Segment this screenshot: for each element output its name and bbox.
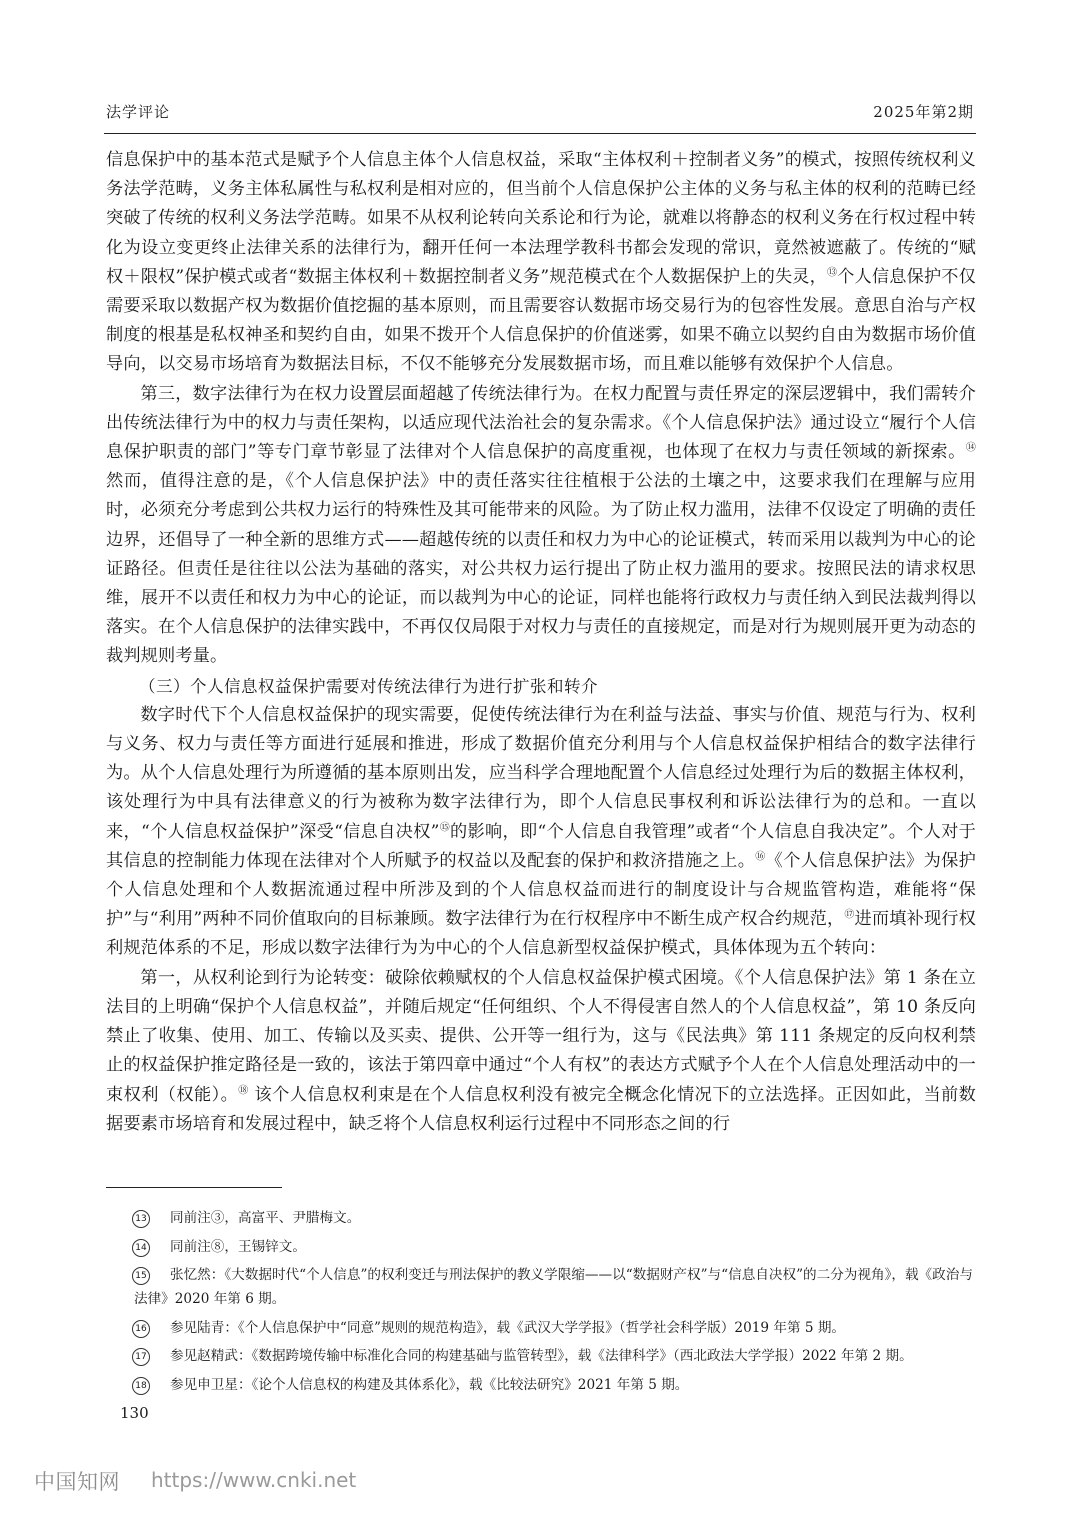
footnote-item: 13 同前注③，高富平、尹腊梅文。 [106,1206,976,1230]
issue-label: 2025年第2期 [873,103,974,121]
cnki-watermark-url: https://www.cnki.net [151,1468,357,1492]
footnote-ref-18[interactable]: ⑱ [238,1084,249,1096]
paragraph-4: 第一，从权利论到行为论转变：破除依赖赋权的个人信息权益保护模式困境。《个人信息保护法》第 1 条在立法目的上明确“保护个人信息权益”，并随后规定“任何组织、个人不得侵害自然人的个人信息权益”，第 10 条反向禁止了收集、使用、加工、传输以及买卖、提供、公开等一组行为，这与《民法典》第 111 条规定的反向权利禁止的权益保护推定路径是一致的，该法于第四章中通过“个人有权”的表达方式赋予个人在个人信息处理活动中的一束权利（权能）。⑱ 该个人信息权利束是在个人信息权利没有被完全概念化情况下的立法选择。正因如此，当前数据要素市场培育和发展过程中，缺乏将个人信息权利运行过程中不同形态之间的行 [106,967,976,1134]
footnote-item: 16 参见陆青：《个人信息保护中“同意”规则的规范构造》，载《武汉大学学报》（哲学社会科学版）2019 年第 5 期。 [106,1316,976,1340]
footnote-item: 15 张忆然：《大数据时代“个人信息”的权利变迁与刑法保护的教义学限缩——以“数据财产权”与“信息自决权”的二分为视角》，载《政治与法律》2020 年第 6 期。 [134,1267,973,1307]
paragraph-2: 第三，数字法律行为在权力设置层面超越了传统法律行为。在权力配置与责任界定的深层逻辑中，我们需转介出传统法律行为中的权力与责任架构，以适应现代法治社会的复杂需求。《个人信息保护法》通过设立“履行个人信息保护职责的部门”等专门章节彰显了法律对个人信息保护的高度重视，也体现了在权力与责任领域的新探索。⑭ 然而，值得注意的是，《个人信息保护法》中的责任落实往往植根于公法的土壤之中，这要求我们在理解与应用时，必须充分考虑到公共权力运行的特殊性及其可能带来的风险。为了防止权力滥用，法律不仅设定了明确的责任边界，还倡导了一种全新的思维方式——超越传统的以责任和权力为中心的论证模式，转而采用以裁判为中心的论证路径。但责任是往往以公法为基础的落实，对公共权力运行提出了防止权力滥用的要求。按照民法的请求权思维，展开不以责任和权力为中心的论证，而以裁判为中心的论证，同样也能将行政权力与责任纳入到民法裁判得以落实。在个人信息保护的法律实践中，不再仅仅局限于对权力与责任的直接规定，而是对行为规则展开更为动态的裁判规则考量。 [106,383,976,667]
footnote-number: 18 [132,1377,150,1395]
footnote-number: 13 [132,1210,150,1228]
footnote-item: 18 参见申卫星：《论个人信息权的构建及其体系化》，载《比较法研究》2021 年第 5 期。 [106,1373,976,1397]
page-number: 130 [120,1404,149,1422]
footnote-ref-14[interactable]: ⑭ [965,442,976,454]
footnote-ref-17[interactable]: ⑰ [844,909,855,921]
footnote-ref-15[interactable]: ⑮ [439,821,451,833]
paragraph-1: 信息保护中的基本范式是赋予个人信息主体个人信息权益，采取“主体权利＋控制者义务”的模式，按照传统权利义务法学范畴，义务主体私属性与私权利是相对应的，但当前个人信息保护公主体的义务与私主体的权利的范畴已经突破了传统的权利义务法学范畴。如果不从权利论转向关系论和行为论，就难以将静态的权利义务在行权过程中转化为设立变更终止法律关系的法律行为，翻开任何一本法理学教科书都会发现的常识，竟然被遮蔽了。传统的“赋权＋限权”保护模式或者“数据主体权利＋数据控制者义务”规范模式在个人数据保护上的失灵，⑬个人信息保护不仅需要采取以数据产权为数据价值挖掘的基本原则，而且需要容认数据市场交易行为的包容性发展。意思自治与产权制度的根基是私权神圣和契约自由，如果不拨开个人信息保护的价值迷雾，如果不确立以契约自由为数据市场价值导向，以交易市场培育为数据法目标，不仅不能够充分发展数据市场，而且难以能够有效保护个人信息。 [106,150,976,375]
footnote-item: 14 同前注⑧，王锡锌文。 [106,1235,976,1259]
section-subheading: （三）个人信息权益保护需要对传统法律行为进行扩张和转介 [139,676,598,696]
cnki-watermark-brand: 中国知网 [34,1470,120,1494]
footnote-ref-13[interactable]: ⑬ [827,267,838,279]
article-body [106,146,976,1139]
footnote-number: 17 [132,1348,150,1366]
footnote-rule [106,1187,282,1188]
footnote-number: 15 [132,1267,150,1285]
footnote-item: 17 参见赵精武：《数据跨境传输中标准化合同的构建基础与监管转型》，载《法律科学》（西北政法大学学报）2022 年第 2 期。 [106,1344,976,1368]
paragraph-3: 数字时代下个人信息权益保护的现实需要，促使传统法律行为在利益与法益、事实与价值、规范与行为、权利与义务、权力与责任等方面进行延展和推进，形成了数据价值充分利用与个人信息权益保护相结合的数字法律行为。从个人信息处理行为所遵循的基本原则出发，应当科学合理地配置个人信息经过处理行为后的数据主体权利，该处理行为中具有法律意义的行为被称为数字法律行为，即个人信息民事权利和诉讼法律行为的总和。一直以来，“个人信息权益保护”深受“信息自决权”⑮的影响，即“个人信息自我管理”或者“个人信息自我决定”。个人对于其信息的控制能力体现在法律对个人所赋予的权益以及配套的保护和救济措施之上。⑯《个人信息保护法》为保护个人信息处理和个人数据流通过程中所涉及到的个人信息权益而进行的制度设计与合规监管构造，难能将“保护”与“利用”两种不同价值取向的目标兼顾。数字法律行为在行权程序中不断生成产权合约规范，⑰进而填补现行权利规范体系的不足，形成以数字法律行为为中心的个人信息新型权益保护模式，具体体现为五个转向： [106,704,977,959]
footnote-number: 14 [132,1239,150,1257]
journal-title: 法学评论 [106,103,171,121]
footnote-number: 16 [132,1320,150,1338]
footnotes [106,1206,976,1401]
footnote-ref-16[interactable]: ⑯ [755,851,766,863]
header-rule [104,133,976,134]
